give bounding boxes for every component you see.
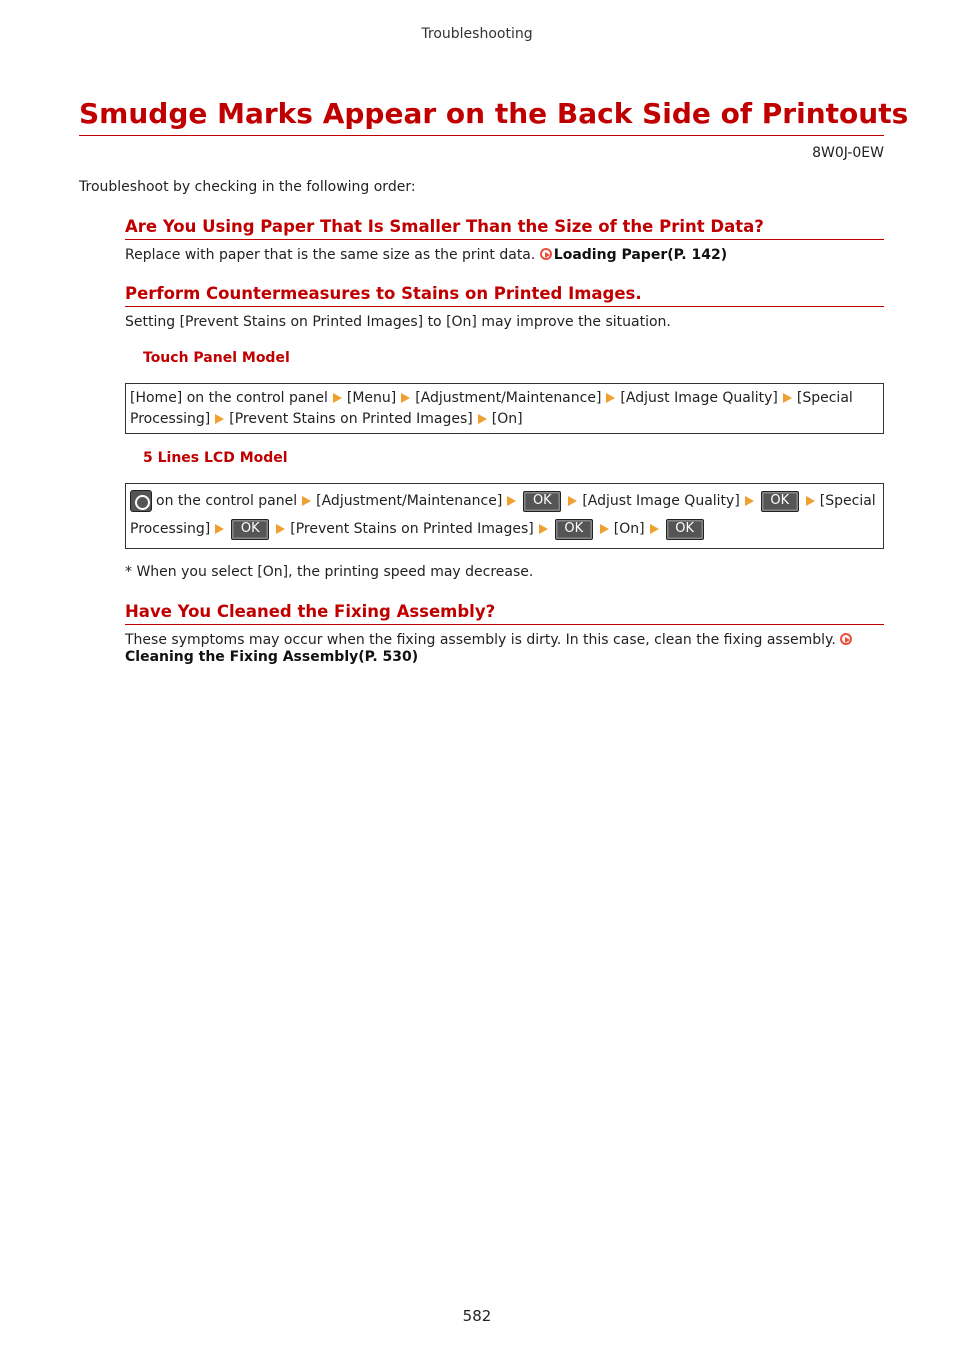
link-arrow-icon: [540, 248, 552, 260]
heading-touch-panel-model: Touch Panel Model: [143, 350, 290, 366]
arrow-right-icon: [401, 393, 410, 403]
step-adjustment-maintenance: [Adjustment/Maintenance]: [316, 493, 503, 509]
step-processing: Processing]: [130, 521, 211, 537]
arrow-right-icon: [215, 414, 224, 424]
arrow-right-icon: [539, 524, 548, 534]
heading-fixing-assembly: Have You Cleaned the Fixing Assembly?: [125, 602, 884, 625]
page-number: 582: [462, 1307, 492, 1325]
ok-key-icon: OK: [666, 519, 704, 540]
step-special: [Special: [819, 493, 876, 509]
fixing-assembly-text: These symptoms may occur when the fixing assembly is dirty. In this case, clean the fixing assembly.: [125, 632, 836, 648]
countermeasures-text: Setting [Prevent Stains on Printed Images] to [On] may improve the situation.: [125, 314, 671, 330]
document-code: 8W0J-0EW: [812, 145, 884, 161]
arrow-right-icon: [745, 496, 754, 506]
step-prevent-stains: [Prevent Stains on Printed Images]: [229, 411, 473, 427]
arrow-right-icon: [568, 496, 577, 506]
heading-paper-size: Are You Using Paper That Is Smaller Than the Size of the Print Data?: [125, 217, 884, 240]
step-menu: [Menu]: [346, 390, 397, 406]
ok-key-icon: OK: [761, 491, 799, 512]
heading-countermeasures: Perform Countermeasures to Stains on Printed Images.: [125, 284, 884, 307]
page-title: Smudge Marks Appear on the Back Side of Printouts: [79, 94, 884, 136]
step-control-panel: on the control panel: [156, 493, 298, 509]
paper-size-paragraph: [125, 247, 884, 264]
arrow-right-icon: [600, 524, 609, 534]
lcd-procedure-line-2: [130, 515, 879, 543]
heading-lcd-model: 5 Lines LCD Model: [143, 450, 288, 466]
arrow-right-icon: [333, 393, 342, 403]
step-on: [On]: [613, 521, 645, 537]
arrow-right-icon: [507, 496, 516, 506]
arrow-right-icon: [606, 393, 615, 403]
arrow-right-icon: [806, 496, 815, 506]
running-header: Troubleshooting: [421, 26, 533, 42]
lcd-procedure: [125, 483, 884, 549]
fixing-assembly-paragraph: [125, 632, 884, 666]
step-adjustment-maintenance: [Adjustment/Maintenance]: [415, 390, 602, 406]
lcd-procedure-line-1: [130, 487, 879, 515]
intro-text: Troubleshoot by checking in the following order:: [79, 179, 416, 195]
step-adjust-image-quality: [Adjust Image Quality]: [620, 390, 778, 406]
menu-key-icon: [130, 490, 152, 512]
arrow-right-icon: [215, 524, 224, 534]
step-special-processing: [Special Processing]: [130, 390, 853, 427]
loading-paper-link[interactable]: Loading Paper(P. 142): [553, 247, 728, 263]
touch-panel-procedure: [125, 383, 884, 434]
arrow-right-icon: [783, 393, 792, 403]
step-home: [Home] on the control panel: [130, 390, 328, 406]
step-on: [On]: [491, 411, 523, 427]
ok-key-icon: OK: [555, 519, 593, 540]
arrow-right-icon: [478, 414, 487, 424]
link-arrow-icon: [840, 633, 852, 645]
speed-note: * When you select [On], the printing speed may decrease.: [125, 564, 534, 580]
step-adjust-image-quality: [Adjust Image Quality]: [582, 493, 740, 509]
ok-key-icon: OK: [231, 519, 269, 540]
step-prevent-stains: [Prevent Stains on Printed Images]: [290, 521, 534, 537]
arrow-right-icon: [302, 496, 311, 506]
cleaning-fixing-assembly-link[interactable]: Cleaning the Fixing Assembly(P. 530): [125, 649, 419, 665]
arrow-right-icon: [276, 524, 285, 534]
arrow-right-icon: [650, 524, 659, 534]
paper-size-text: Replace with paper that is the same size as the print data.: [125, 247, 536, 263]
ok-key-icon: OK: [523, 491, 561, 512]
